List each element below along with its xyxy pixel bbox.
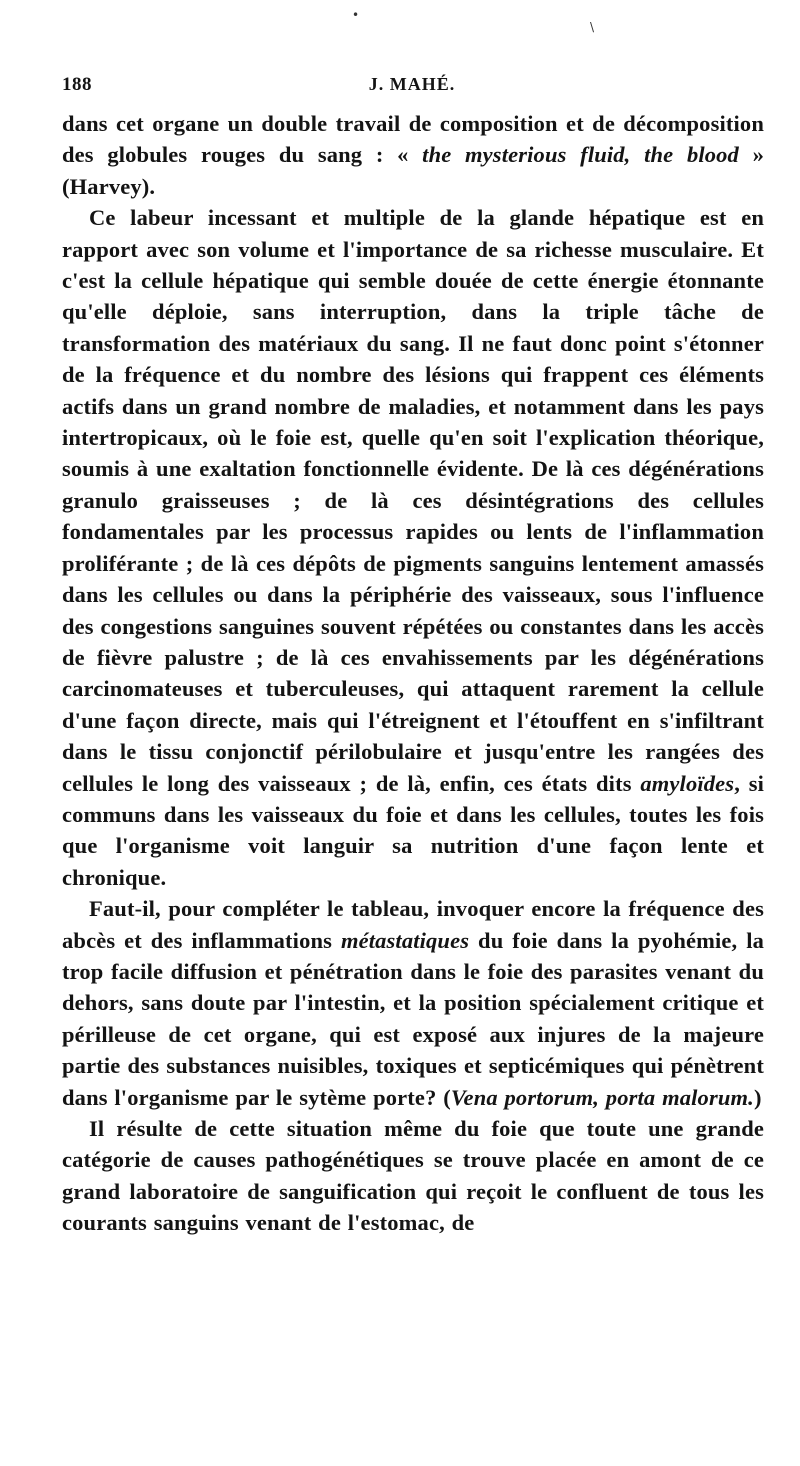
printer-tick-mark: \: [590, 20, 595, 34]
text-run: » (Harvey).: [62, 142, 764, 199]
text-run: ): [753, 1084, 762, 1110]
italic-quote: the mysterious fluid, the blood: [422, 142, 739, 168]
text-run: , si communs dans les vaisseaux du foie et dans les cellules, toutes les fois que l'organisme voit languir sa nutrition d'une façon lente et chronique.: [62, 770, 765, 890]
italic-term: métastatiques: [340, 927, 470, 953]
paragraph: [62, 202, 764, 893]
paragraph-continuation: [62, 108, 764, 202]
italic-latin-phrase: Vena portorum, porta malorum.: [450, 1084, 754, 1110]
printer-dot-mark: •: [352, 8, 360, 22]
italic-term: amyloïdes: [640, 770, 735, 796]
page-number: 188: [62, 74, 92, 95]
paragraph: [62, 1113, 764, 1239]
text-run: du foie dans la pyohémie, la trop facile diffusion et pénétration dans le foie des parasites venant du dehors, sans doute par l'intestin, et la position spécialement critique et périlleuse de cet organe, qui est exposé aux injures de la majeure partie des substances nuisibles, toxiques et septicémiques qui pénètrent dans l'organisme par le sytème porte? (: [62, 927, 764, 1110]
text-run: Ce labeur incessant et multiple de la glande hépatique est en rapport avec son volume et l'importance de sa richesse musculaire. Et c'est la cellule hépatique qui semble douée de cette énergie étonnante qu'elle déploie, sans interruption, dans la triple tâche de transformation des matériaux du sang. Il ne faut donc point s'étonner de la fréquence et du nombre des lésions qui frappent ces éléments actifs dans un grand nombre de maladies, et notamment dans les pays intertropicaux, où le foie est, quelle qu'en soit l'explication théorique, soumis à une exaltation fonctionnelle évidente. De là ces dégénérations granulo graisseuses ; de là ces désintégrations des cellules fondamentales par les processus rapides ou lents de l'inflammation proliférante ; de là ces dépôts de pigments sanguins lentement amassés dans les cellules ou dans la périphérie des vaisseaux, sous l'influence des congestions sanguines souvent répétées ou constantes dans les accès de fièvre palustre ; de là ces envahissements par les dégénérations carcinomateuses et tuberculeuses, qui attaquent rarement la cellule d'une façon directe, mais qui l'étreignent et l'étouffent en s'infiltrant dans le tissu conjonctif périlobulaire et jusqu'entre les rangées des cellules le long des vaisseaux ; de là, enfin, ces états dits: [62, 205, 764, 796]
running-head: J. MAHÉ.: [368, 74, 456, 94]
text-run: Il résulte de cette situation même du foie que toute une grande catégorie de causes pathogénétiques se trouve placée en amont de ce grand laboratoire de sanguification qui reçoit le confluent de tous les courants sanguins venant de l'estomac, de: [62, 1116, 764, 1236]
page-header: [62, 74, 762, 100]
text-run: Faut-il, pour compléter le tableau, invoquer encore la fréquence des abcès et des inflammations: [62, 896, 764, 953]
text-run: dans cet organe un double travail de composition et de décomposition des globules rouges du sang : «: [62, 111, 764, 168]
body-text: [62, 108, 764, 1239]
paragraph: [62, 893, 764, 1113]
